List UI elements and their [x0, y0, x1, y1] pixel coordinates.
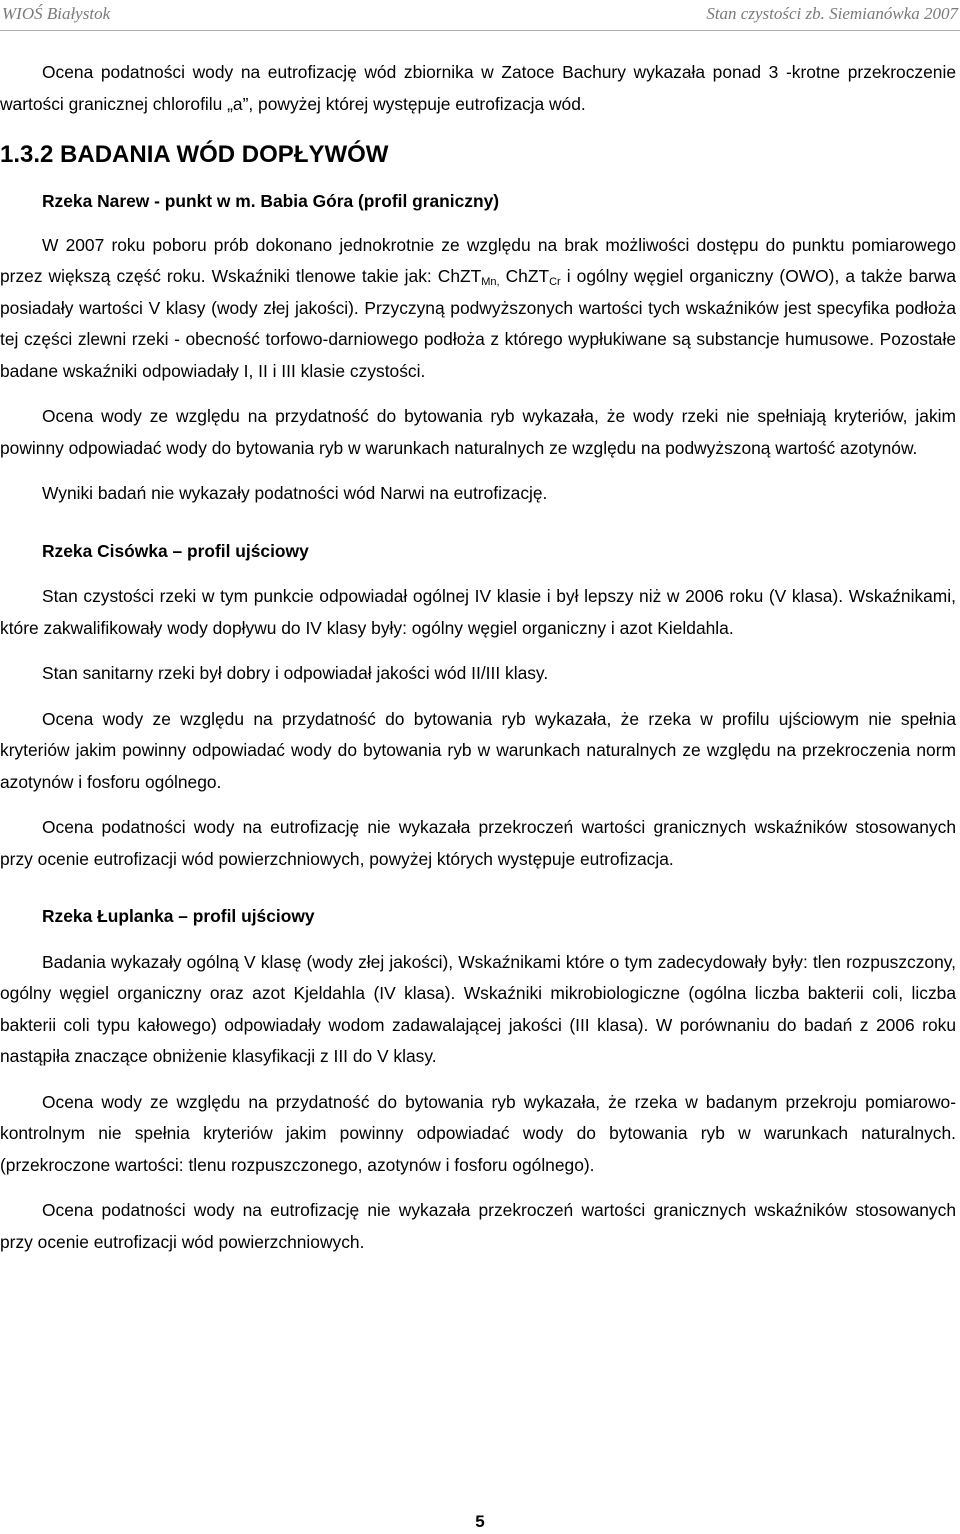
- cisowka-paragraph-1: Stan czystości rzeki w tym punkcie odpowiadał ogólnej IV klasie i był lepszy niż w 2006 roku (V klasa). Wskaźnikami, które zakwalifikowały wody dopływu do IV klasy były: ogólny węgiel organiczny i azot Kieldahla.: [0, 586, 956, 638]
- luplanka-heading: Rzeka Łuplanka – profil ujściowy: [42, 906, 315, 926]
- narew-paragraph-3: Wyniki badań nie wykazały podatności wód Narwi na eutrofizację.: [42, 483, 548, 503]
- cisowka-paragraph-3: Ocena wody ze względu na przydatność do bytowania ryb wykazała, że rzeka w profilu ujściowym nie spełnia kryteriów jakim powinny odpowiadać wody do bytowania ryb w warunkach naturalnych ze względu na przekroczenia norm azotynów i fosforu ogólnego.: [0, 708, 956, 792]
- narew-p1-text-c: i ogólny węgiel organiczny (OWO), a także barwa posiadały wartości V klasy (wody złej jakości). Przyczyną podwyższonych wartości tych wskaźników jest specyfika podłoża tej części zlewni rzeki - obecność torfowo-darniowego podłoża z którego wypłukiwane są substancje humusowe. Pozostałe badane wskaźniki odpowiadały I, II i III klasie czystości.: [0, 266, 956, 381]
- document-body: [0, 57, 956, 1258]
- luplanka-paragraph-1: Badania wykazały ogólną V klasę (wody złej jakości), Wskaźnikami które o tym zadecydowały były: tlen rozpuszczony, ogólny węgiel organiczny oraz azot Kjeldahla (IV klasa). Wskaźniki mikrobiologiczne (ogólna liczba bakterii coli, liczba bakterii coli typu kałowego) odpowiadały wodom zadawalającej jakości (III klasa). W porównaniu do badań z 2006 roku nastąpiła znaczące obniżenie klasyfikacji z III do V klasy.: [0, 951, 956, 1066]
- narew-p1-text-b: ChZT: [499, 266, 550, 286]
- section-heading: 1.3.2 BADANIA WÓD DOPŁYWÓW: [0, 141, 389, 168]
- page-header: [0, 0, 960, 31]
- narew-p1-subscript-cr: Cr: [549, 276, 561, 288]
- cisowka-paragraph-4: Ocena podatności wody na eutrofizację nie wykazała przekroczeń wartości granicznych wskaźników stosowanych przy ocenie eutrofizacji wód powierzchniowych, powyżej których występuje eutrofizacja.: [0, 817, 956, 869]
- narew-p1-text-a: W 2007 roku poboru prób dokonano jednokrotnie ze względu na brak możliwości dostępu do punktu pomiarowego przez większą część roku. Wskaźniki tlenowe takie jak: ChZT: [0, 234, 956, 286]
- narew-paragraph-1: [0, 230, 956, 388]
- page-number: 5: [475, 1512, 485, 1531]
- intro-paragraph: Ocena podatności wody na eutrofizację wód zbiornika w Zatoce Bachury wykazała ponad 3 -krotne przekroczenie wartości granicznej chlorofilu „a”, powyżej której występuje eutrofizacja wód.: [0, 62, 956, 114]
- luplanka-paragraph-2: Ocena wody ze względu na przydatność do bytowania ryb wykazała, że rzeka w badanym przekroju pomiarowo-kontrolnym nie spełnia kryteriów jakim powinny odpowiadać wody do bytowania ryb w warunkach naturalnych. (przekroczone wartości: tlenu rozpuszczonego, azotynów i fosforu ogólnego).: [0, 1091, 956, 1175]
- header-institution: WIOŚ Białystok: [2, 4, 111, 23]
- narew-p1-subscript-mn: Mn,: [481, 276, 500, 288]
- cisowka-heading: Rzeka Cisówka – profil ujściowy: [42, 540, 309, 561]
- cisowka-paragraph-2: Stan sanitarny rzeki był dobry i odpowiadał jakości wód II/III klasy.: [42, 663, 549, 683]
- narew-heading: Rzeka Narew - punkt w m. Babia Góra (profil graniczny): [42, 191, 500, 211]
- narew-paragraph-2: Ocena wody ze względu na przydatność do bytowania ryb wykazała, że wody rzeki nie spełniają kryteriów, jakim powinny odpowiadać wody do bytowania ryb w warunkach naturalnych ze względu na podwyższoną wartość azotynów.: [0, 406, 956, 458]
- luplanka-paragraph-3: Ocena podatności wody na eutrofizację nie wykazała przekroczeń wartości granicznych wskaźników stosowanych przy ocenie eutrofizacji wód powierzchniowych.: [0, 1200, 956, 1252]
- header-report-title: Stan czystości zb. Siemianówka 2007: [706, 4, 958, 23]
